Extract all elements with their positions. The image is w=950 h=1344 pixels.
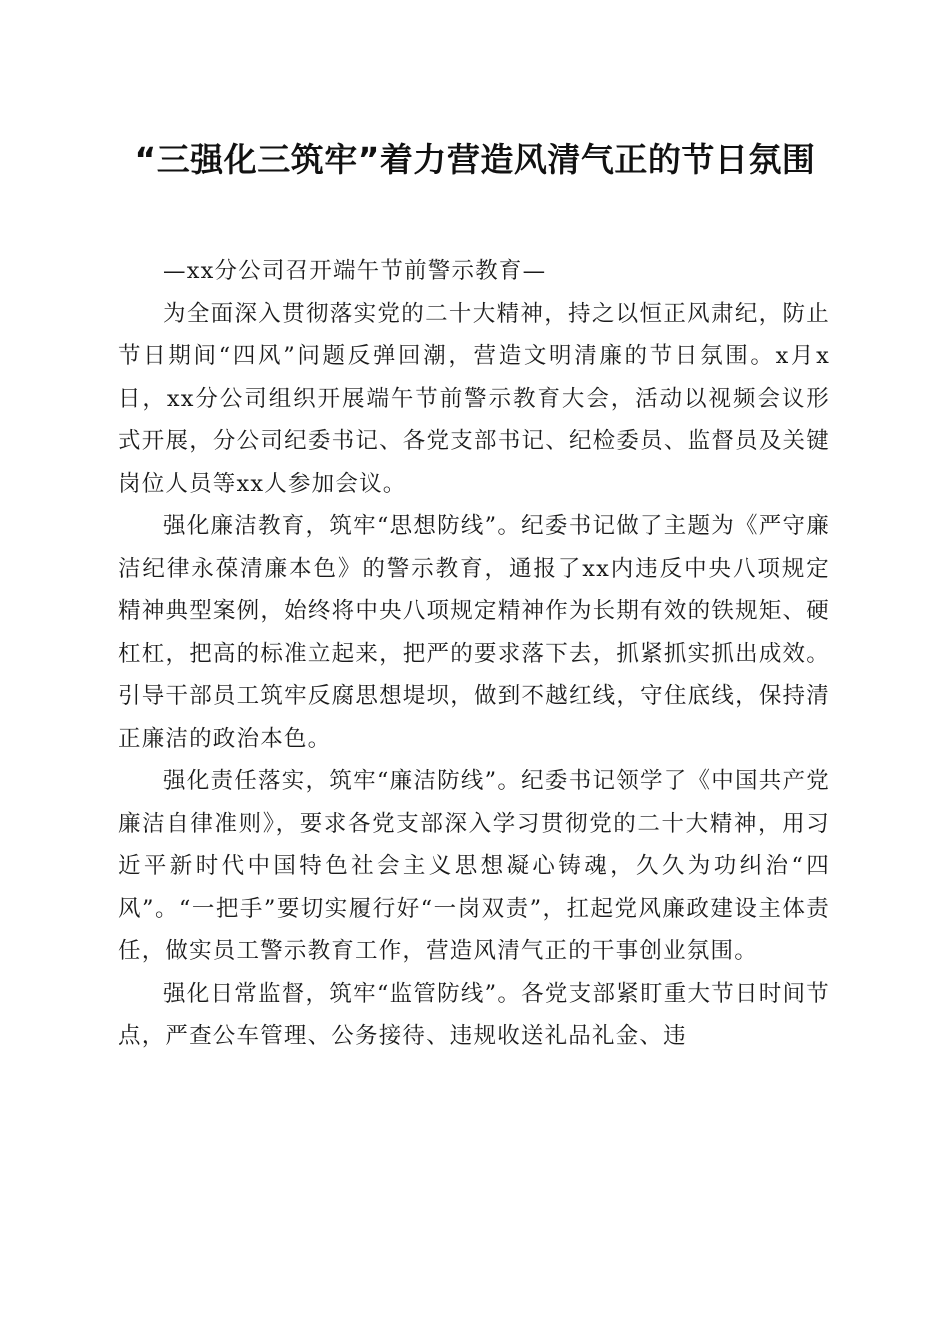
document-title: “三强化三筑牢”着力营造风清气正的节日氛围 — [134, 140, 816, 179]
paragraph-intro: 为全面深入贯彻落实党的二十大精神，持之以恒正风肃纪，防止节日期间“四风”问题反弹回潮，营造文明清廉的节日氛围。x月x日，xx分公司组织开展端午节前警示教育大会，活动以视频会议形式开展，分公司纪委书记、各党支部书记、纪检委员、监督员及关键岗位人员等xx人参加会议。 — [118, 300, 830, 497]
paragraph-supervision: 强化日常监督，筑牢“监管防线”。各党支部紧盯重大节日时间节点，严查公车管理、公务接待、违规收送礼品礼金、违 — [118, 980, 830, 1049]
paragraph-education: 强化廉洁教育，筑牢“思想防线”。纪委书记做了主题为《严守廉洁纪律永葆清廉本色》的警示教育，通报了xx内违反中央八项规定精神典型案例，始终将中央八项规定精神作为长期有效的铁规矩、硬杠杠，把高的标准立起来，把严的要求落下去，抓紧抓实抓出成效。引导干部员工筑牢反腐思想堤坝，做到不越红线，守住底线，保持清正廉洁的政治本色。 — [118, 513, 830, 752]
document-subtitle: —xx分公司召开端午节前警示教育— — [163, 258, 547, 284]
paragraph-responsibility: 强化责任落实，筑牢“廉洁防线”。纪委书记领学了《中国共产党廉洁自律准则》，要求各党支部深入学习贯彻党的二十大精神，用习近平新时代中国特色社会主义思想凝心铸魂，久久为功纠治“四风”。“一把手”要切实履行好“一岗双责”，扛起党风廉政建设主体责任，做实员工警示教育工作，营造风清气正的干事创业氛围。 — [118, 768, 830, 964]
document-body — [118, 250, 830, 1058]
